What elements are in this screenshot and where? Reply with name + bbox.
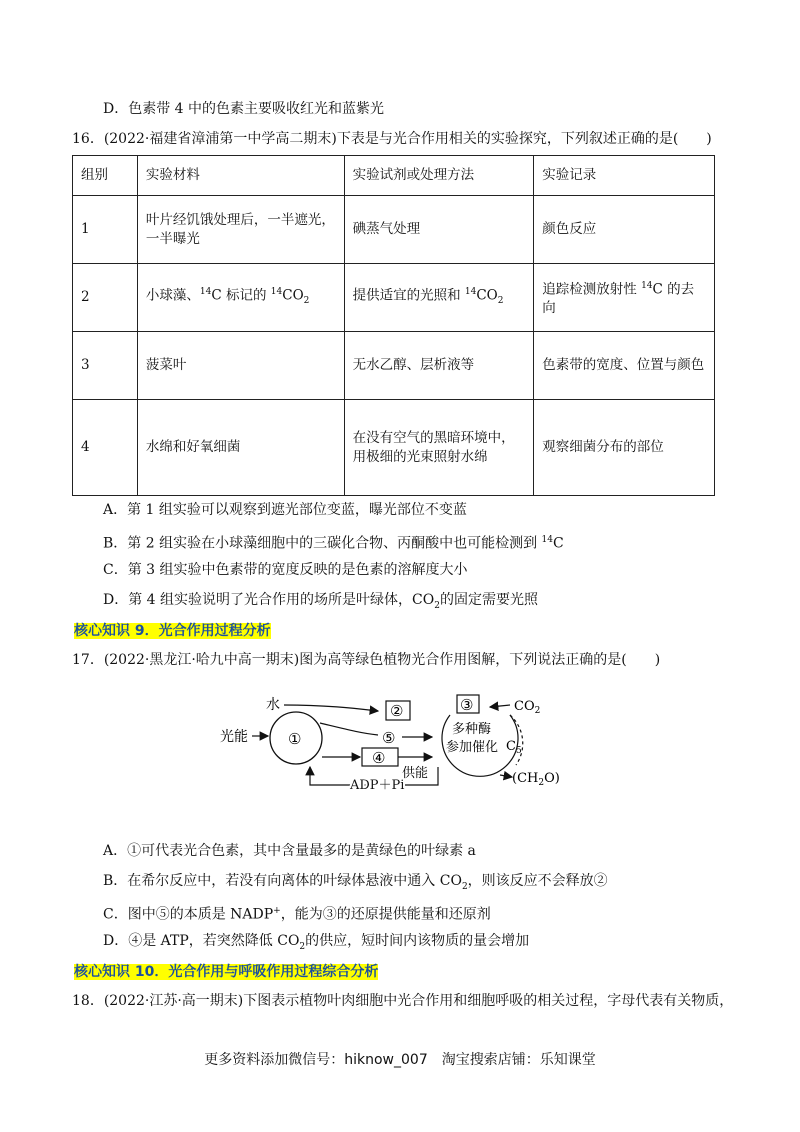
label-co2 xyxy=(514,699,540,716)
label-enzyme-1: 多种酶 xyxy=(452,722,492,737)
label-water: 水 xyxy=(266,697,280,713)
label-adp: ADP＋Pi xyxy=(350,778,405,793)
cell-material: 菠菜叶 xyxy=(137,332,344,400)
text: CO xyxy=(282,287,304,304)
cell-material: 水绵和好氧细菌 xyxy=(137,400,344,496)
sup: 14 xyxy=(641,280,653,291)
label-supply: 供能 xyxy=(402,766,429,781)
section-heading-text: 核心知识 9．光合作用过程分析 xyxy=(74,623,271,639)
cell-id: 4 xyxy=(73,400,138,496)
cell-id: 2 xyxy=(73,264,138,332)
co2-sub: 2 xyxy=(534,706,541,716)
table-row xyxy=(73,332,715,400)
cell-id: 1 xyxy=(73,196,138,264)
text: C xyxy=(553,535,564,552)
cell-method: 碘蒸气处理 xyxy=(344,196,534,264)
cell-record: 观察细菌分布的部位 xyxy=(534,400,715,496)
text: D．④是 ATP，若突然降低 CO xyxy=(103,933,300,949)
section-heading-text: 核心知识 10．光合作用与呼吸作用过程综合分析 xyxy=(74,964,379,980)
arrow-to-5 xyxy=(320,723,378,735)
label-enzyme-2: 参加催化 xyxy=(446,740,499,755)
text: 的固定需要光照 xyxy=(439,592,538,608)
cell-material: 叶片经饥饿处理后，一半遮光，一半曝光 xyxy=(137,196,344,264)
table-row xyxy=(73,264,715,332)
sup: + xyxy=(273,906,281,916)
cell-method xyxy=(344,264,534,332)
section-heading-9 xyxy=(72,620,273,640)
ch2o-text: (CH xyxy=(512,771,539,786)
q16-option-b xyxy=(103,531,564,553)
header-cell: 实验试剂或处理方法 xyxy=(344,156,534,196)
cell-record xyxy=(534,264,715,332)
sup: 14 xyxy=(199,287,212,298)
header-cell: 实验记录 xyxy=(534,156,715,196)
text: D．第 4 组实验说明了光合作用的场所是叶绿体，CO xyxy=(103,592,435,608)
sub: 2 xyxy=(303,296,310,307)
table-row xyxy=(73,196,715,264)
q16-stem: 16．(2022·福建省漳浦第一中学高二期末)下表是与光合作用相关的实验探究，下列叙述正确的是( ) xyxy=(72,131,712,147)
label-2: ② xyxy=(390,702,404,720)
section-heading-10 xyxy=(72,961,380,981)
cell-material xyxy=(137,264,344,332)
text: CO xyxy=(476,287,498,304)
cell-record: 色素带的宽度、位置与颜色 xyxy=(534,332,715,400)
q18-stem: 18．(2022·江苏·高一期末)下图表示植物叶肉细胞中光合作用和细胞呼吸的相关过程，字母代表有关物质， xyxy=(72,993,734,1009)
table-row xyxy=(73,400,715,496)
co2-arrow xyxy=(490,705,510,707)
label-5: ⑤ xyxy=(382,729,396,747)
text: 追踪检测放射性 xyxy=(542,281,642,298)
q16-option-d xyxy=(103,591,538,615)
experiment-table xyxy=(72,155,715,496)
header-cell: 组别 xyxy=(73,156,138,196)
q17-option-d xyxy=(103,932,529,956)
q17-option-c xyxy=(103,902,491,924)
q16-option-a: A．第 1 组实验可以观察到遮光部位变蓝，曝光部位不变蓝 xyxy=(103,502,467,518)
cell-record: 颜色反应 xyxy=(534,196,715,264)
table-header-row xyxy=(73,156,715,196)
label-c5 xyxy=(506,739,522,756)
sup: 14 xyxy=(541,535,553,545)
q17-option-b xyxy=(103,872,608,896)
page-footer: 更多资料添加微信号：hiknow_007 淘宝搜索店铺：乐知课堂 xyxy=(204,1052,596,1068)
text: 小球藻、 xyxy=(145,287,200,304)
c5-text: C xyxy=(506,739,516,754)
text: C 标记的 xyxy=(211,287,271,304)
cell-id: 3 xyxy=(73,332,138,400)
q16-option-c: C．第 3 组实验中色素带的宽度反映的是色素的溶解度大小 xyxy=(103,562,468,578)
text: B．在希尔反应中，若没有向离体的叶绿体悬液中通入 CO xyxy=(103,873,462,889)
q17-stem: 17．(2022·黑龙江·哈九中高一期末)图为高等绿色植物光合作用图解，下列说法正确的是( ) xyxy=(72,652,661,668)
label-1: ① xyxy=(288,730,302,748)
sub: 2 xyxy=(434,600,440,611)
label-4: ④ xyxy=(372,749,386,767)
cell-method: 无水乙醇、层析液等 xyxy=(344,332,534,400)
sup: 14 xyxy=(464,287,477,298)
q15-option-d: D．色素带 4 中的色素主要吸收红光和蓝紫光 xyxy=(103,101,385,117)
ch2o-sub: 2 xyxy=(538,778,545,788)
text: B．第 2 组实验在小球藻细胞中的三碳化合物、丙酮酸中也可能检测到 xyxy=(103,535,542,552)
cell-method: 在没有空气的黑暗环境中，用极细的光束照射水绵 xyxy=(344,400,534,496)
photosynthesis-diagram xyxy=(210,685,610,795)
sub: 2 xyxy=(461,881,468,892)
text: C 的去向 xyxy=(542,281,695,317)
label-3: ③ xyxy=(460,696,474,714)
sub: 2 xyxy=(299,941,306,952)
water-arrow xyxy=(284,705,378,711)
q17-option-a: A．①可代表光合色素，其中含量最多的是黄绿色的叶绿素 a xyxy=(103,843,476,859)
co2-text: CO xyxy=(514,699,535,714)
label-light: 光能 xyxy=(220,729,248,745)
ch2o-arrow xyxy=(500,775,512,777)
text: ，则该反应不会释放② xyxy=(467,873,608,889)
text: ，能为③的还原提供能量和还原剂 xyxy=(280,906,491,923)
ch2o-post: O) xyxy=(544,771,560,786)
text: 提供适宜的光照和 xyxy=(352,287,465,304)
sup: 14 xyxy=(270,287,283,298)
header-cell: 实验材料 xyxy=(137,156,344,196)
text: C．图中⑤的本质是 NADP xyxy=(103,906,274,923)
sub: 2 xyxy=(497,296,504,307)
label-ch2o xyxy=(512,771,560,788)
c5-sub: 5 xyxy=(515,746,522,756)
text: 的供应，短时间内该物质的量会增加 xyxy=(305,933,530,949)
